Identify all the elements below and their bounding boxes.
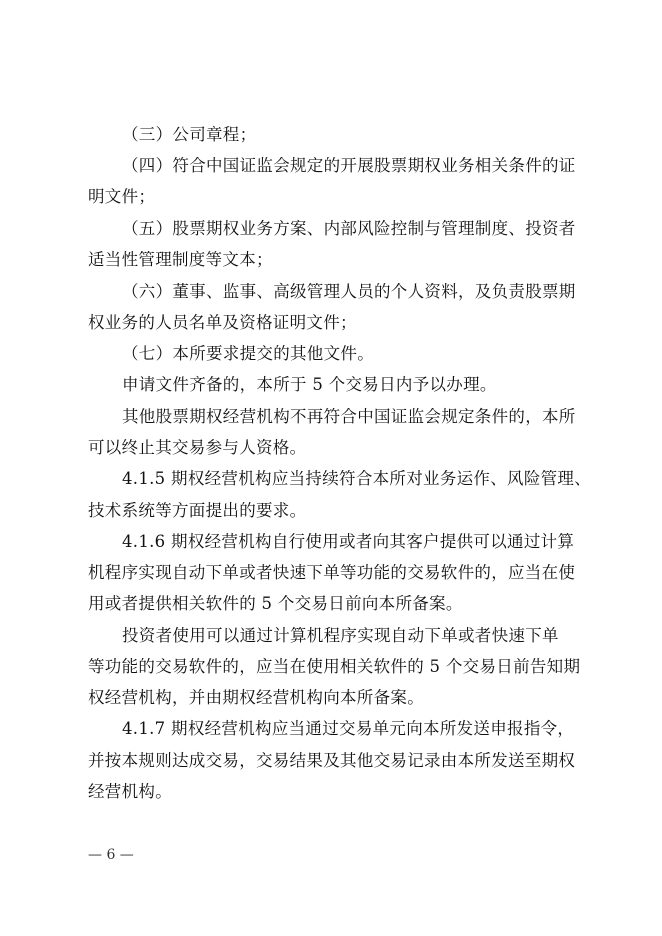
text-line: 技术系统等方面提出的要求。 — [88, 501, 307, 520]
text-line: 4.1.6 期权经营机构自行使用或者向其客户提供可以通过计算 — [122, 532, 575, 551]
text-line: 机程序实现自动下单或者快速下单等功能的交易软件的，应当在使 — [88, 563, 576, 582]
text-line: （七）本所要求提交的其他文件。 — [122, 344, 374, 363]
text-line: 权业务的人员名单及资格证明文件； — [88, 313, 357, 332]
text-line: 申请文件齐备的，本所于 5 个交易日内予以办理。 — [122, 375, 497, 394]
text-line: （三）公司章程； — [122, 125, 257, 144]
text-line: 明文件； — [88, 187, 156, 206]
text-line: 4.1.7 期权经营机构应当通过交易单元向本所发送申报指令， — [122, 719, 575, 738]
text-line: 投资者使用可以通过计算机程序实现自动下单或者快速下单 — [122, 626, 559, 645]
text-line: （四）符合中国证监会规定的开展股票期权业务相关条件的证 — [122, 156, 576, 175]
text-line: 其他股票期权经营机构不再符合中国证监会规定条件的，本所 — [122, 407, 576, 426]
text-line: 可以终止其交易参与人资格。 — [88, 438, 307, 457]
text-line: 用或者提供相关软件的 5 个交易日前向本所备案。 — [88, 594, 463, 613]
text-line: 经营机构。 — [88, 782, 172, 801]
page-number: — 6 — — [88, 847, 134, 863]
text-line: （六）董事、监事、高级管理人员的个人资料，及负责股票期 — [122, 282, 576, 301]
text-line: 4.1.5 期权经营机构应当持续符合本所对业务运作、风险管理、 — [122, 469, 592, 488]
text-line: 权经营机构，并由期权经营机构向本所备案。 — [88, 688, 424, 707]
text-line: 适当性管理制度等文本； — [88, 250, 273, 269]
text-line: （五）股票期权业务方案、内部风险控制与管理制度、投资者 — [122, 219, 576, 238]
text-line: 等功能的交易软件的，应当在使用相关软件的 5 个交易日前告知期 — [88, 657, 581, 676]
text-line: 并按本规则达成交易，交易结果及其他交易记录由本所发送至期权 — [88, 751, 576, 770]
